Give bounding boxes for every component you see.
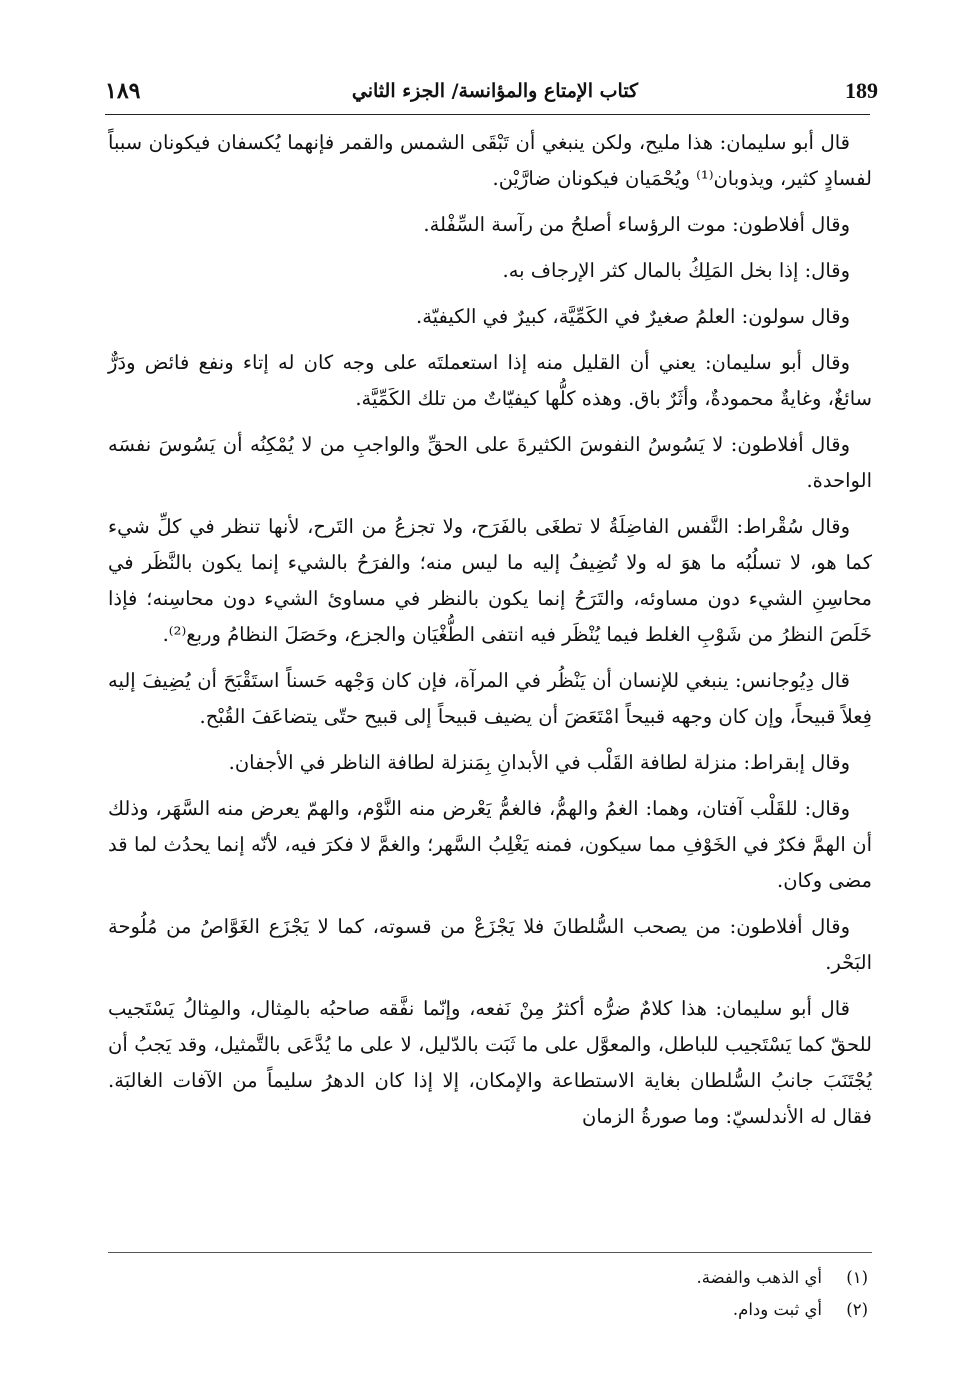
main-text	[108, 125, 872, 1145]
footnote-text: أي الذهب والفضة.	[696, 1268, 822, 1287]
page-number-arabic: ١٨٩	[105, 78, 141, 104]
footnote	[108, 1294, 868, 1326]
paragraph: وقال أفلاطون: لا يَسُوسُ النفوسَ الكثيرةَ على الحقِّ والواجبِ من لا يُمْكِنُه أن يَسُوسَ نفسَه الواحدة.	[108, 433, 872, 492]
paragraph: قال دِيُوجانس: ينبغي للإنسان أن يَنْظُر في المرآة، فإن كان وَجْهه حَسناً استَقْبَحَ أن يُضِيفَ إليه فِعلاً قبيحاً، وإن كان وجهه قبيحاً امْتَعَضَ أن يضيف قبيحاً إلى قبيح حتّى يتضاعَفَ القُبْح.	[108, 669, 872, 728]
footnote-number: (٢)	[846, 1300, 868, 1319]
paragraph: وقال سولون: العلمُ صغيرٌ في الكَمِّيَّة، كبيرٌ في الكيفيّة.	[416, 305, 850, 328]
footnote-divider	[108, 1252, 872, 1253]
paragraph: وقال أفلاطون: موت الرؤساء أصلحُ من رآسة السِّفْلة.	[423, 213, 850, 236]
footnote	[108, 1262, 868, 1294]
paragraph: وقال إبقراط: منزلة لطافة القَلْب في الأبدانِ بِمَنزلة لطافة الناظر في الأجفان.	[228, 751, 850, 774]
paragraph: وقال أبو سليمان: يعني أن القليل منه إذا استعملتَه على وجه كان له إتاء ونفع فائض ودَرٌّ سائغٌ، وغايةٌ محمودةٌ، وأثَرٌ باق. وهذه كلُّها كيفيّاتٌ من تلك الكَمِّيَّة.	[108, 351, 872, 410]
paragraph: وقال سُقْراط: النَّفس الفاضِلَةُ لا تطغَى بالفَرَح، ولا تجزعُ من التَرح، لأنها تنظر في كلِّ شيء كما هو، لا تسلُبُه ما هوَ له ولا تُضِيفُ إليه ما ليس منه؛ والفرَحُ بالشيء إنما يكون بالنَّظَر في محاسِنِ الشيء دون مساوئه، والتَرَحُ إنما يكون بالنظر في مساوئ الشيء دون محاسِنه؛ فإذا خَلَصَ النظرُ من شَوْبِ الغلط فيما يُنْظَر فيه انتفى الطُّغْيَان والجزع، وحَصَلَ النظامُ وربع⁽²⁾.	[108, 515, 872, 646]
paragraph: وقال أفلاطون: من يصحب السُّلطانَ فلا يَجْزَعْ من قسوته، كما لا يَجْزَع الغَوَّاصُ من مُلُوحة البَحْر.	[108, 915, 872, 974]
footnote-text: أي ثبت ودام.	[732, 1300, 822, 1319]
header-divider	[105, 114, 870, 115]
paragraph: وقال: إذا بخل المَلِكُ بالمال كثر الإرجاف به.	[502, 259, 850, 282]
page-header	[105, 70, 878, 114]
paragraph: قال أبو سليمان: هذا كلامٌ ضرُّه أكثرُ مِنْ نَفعه، وإنّما نفَّقه صاحبُه بالمِثال، والمِثالُ يَسْتَجيب للحقّ كما يَسْتَجيب للباطل، والمعوَّل على ما ثَبَت بالدّليل، لا على ما يُدَّعَى بالتَّمثيل، وقد يَجبُ أن يُجْتَنَبَ جانبُ السُّلطان بغاية الاستطاعة والإمكان، إلا إذا كان الدهرُ سليماً من الآفات الغالبَة. فقال له الأندلسيّ: وما صورةُ الزمان	[108, 997, 872, 1128]
footnote-number: (١)	[846, 1268, 868, 1287]
page-number-latin: 189	[845, 78, 878, 103]
paragraph: قال أبو سليمان: هذا مليح، ولكن ينبغي أن تَبْقَى الشمس والقمر فإنهما يُكسفان فيكونان سبباً لفسادٍ كثير، ويذوبان⁽¹⁾ ويُحْمَيان فيكونان ضارَّيْن.	[108, 131, 872, 190]
footnotes	[108, 1262, 868, 1326]
running-title: كتاب الإمتاع والمؤانسة/ الجزء الثاني	[351, 80, 639, 102]
paragraph: وقال: للقَلْب آفتان، وهما: الغمُ والهمُّ، فالغمُّ يَعْرض منه النَّوْم، والهمّ يعرض منه السَّهَر، وذلك أن الهمَّ فكرٌ في الخَوْفِ مما سيكون، فمنه يَغْلِبُ السَّهر؛ والغمَّ لا فكرَ فيه، لأنّه إنما يحدُث لما قد مضى وكان.	[108, 797, 872, 892]
